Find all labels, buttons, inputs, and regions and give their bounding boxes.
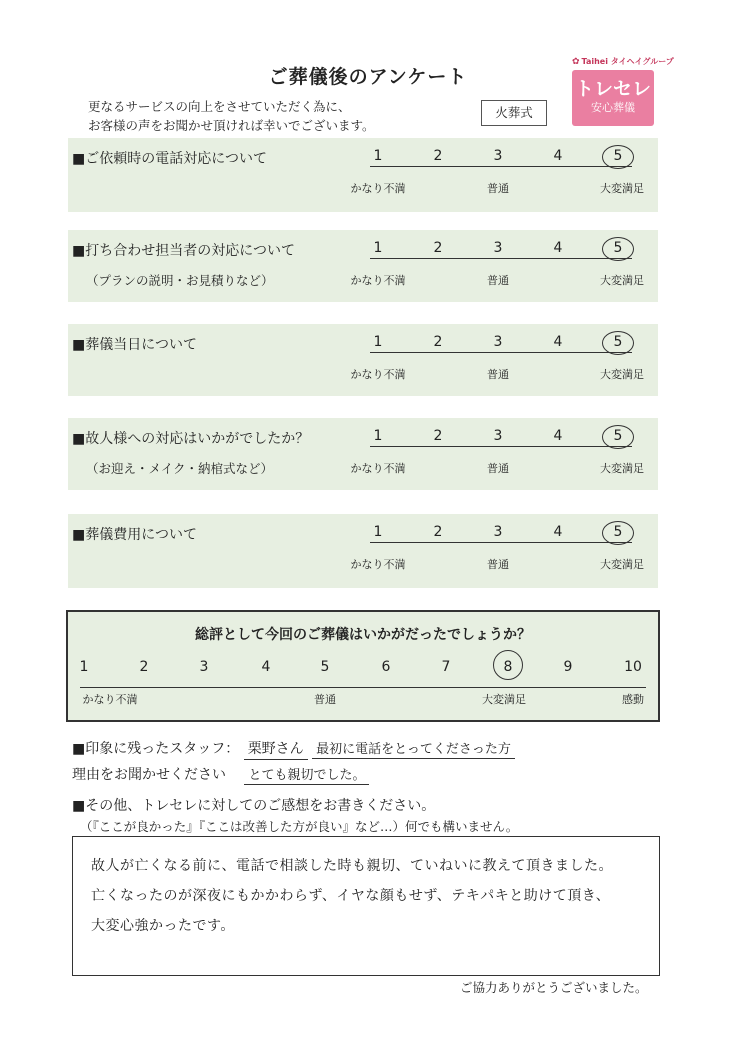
comment-box[interactable] (72, 836, 660, 976)
rating-2[interactable]: 2 (433, 428, 443, 444)
scale-mid-label: 普通 (487, 182, 509, 195)
reason-label: 理由をお聞かせください (72, 767, 226, 783)
selected-rating-circle (602, 425, 634, 449)
scale-high-label: 大変満足 (600, 558, 644, 571)
scale-mid-label: 普通 (487, 274, 509, 287)
rating-4[interactable]: 4 (553, 334, 563, 350)
rating-2[interactable]: 2 (433, 334, 443, 350)
rating-5[interactable]: 5 (613, 334, 623, 350)
thanks-text: ご協力ありがとうございました。 (460, 980, 648, 995)
overall-rating-1[interactable]: 1 (79, 659, 89, 675)
overall-question: 総評として今回のご葬儀はいかがだったでしょうか？ (195, 627, 531, 643)
intro-line-1: 更なるサービスの向上をさせていただく為に、 (88, 99, 351, 114)
scale-line (370, 352, 632, 353)
rating-1[interactable]: 1 (373, 524, 383, 540)
question-sublabel: （プランの説明・お見積りなど） (86, 273, 274, 288)
question-panel-3 (68, 324, 658, 396)
comment-line-1: 故人が亡くなる前に、電話で相談した時も親切、ていねいに教えて頂きました。 (91, 858, 613, 874)
rating-1[interactable]: 1 (373, 148, 383, 164)
scale-line (370, 542, 632, 543)
rating-3[interactable]: 3 (493, 334, 503, 350)
overall-max-label: 感動 (622, 693, 644, 706)
rating-3[interactable]: 3 (493, 428, 503, 444)
rating-4[interactable]: 4 (553, 428, 563, 444)
rating-1[interactable]: 1 (373, 334, 383, 350)
rating-2[interactable]: 2 (433, 524, 443, 540)
brand-badge (572, 70, 654, 126)
overall-rating-9[interactable]: 9 (563, 659, 573, 675)
scale-low-label: かなり不満 (350, 182, 406, 195)
comment-line-3: 大変心強かったです。 (91, 918, 235, 934)
question-label: ■ご依頼時の電話対応について (72, 151, 267, 167)
question-panel-4 (68, 418, 658, 490)
overall-rating-6[interactable]: 6 (381, 659, 391, 675)
page-title: ご葬儀後のアンケート (268, 66, 468, 88)
overall-mid-label: 普通 (314, 693, 336, 706)
question-panel-5 (68, 514, 658, 588)
other-heading: ■その他、トレセレに対してのご感想をお書きください。 (72, 798, 436, 814)
scale-mid-label: 普通 (487, 462, 509, 475)
scale-low-label: かなり不満 (350, 462, 406, 475)
scale-low-label: かなり不満 (350, 558, 406, 571)
rating-4[interactable]: 4 (553, 524, 563, 540)
brand-name: トレセレ (574, 78, 651, 100)
overall-rating-5[interactable]: 5 (320, 659, 330, 675)
rating-3[interactable]: 3 (493, 240, 503, 256)
selected-rating-circle (602, 331, 634, 355)
rating-4[interactable]: 4 (553, 148, 563, 164)
overall-rating-10[interactable]: 10 (624, 659, 642, 675)
question-panel-1 (68, 138, 658, 212)
group-logo (572, 56, 674, 67)
question-label: ■打ち合わせ担当者の対応について (72, 243, 295, 259)
rating-3[interactable]: 3 (493, 148, 503, 164)
rating-5[interactable]: 5 (613, 148, 623, 164)
brand-subtitle: 安心葬儀 (591, 101, 635, 114)
staff-name-field[interactable]: 栗野さん (244, 738, 308, 760)
comment-line-2: 亡くなったのが深夜にもかかわらず、イヤな顔もせず、テキパキと助けて頂き、 (91, 888, 611, 904)
overall-rating-8[interactable]: 8 (503, 659, 513, 675)
overall-rating-4[interactable]: 4 (261, 659, 271, 675)
question-label: ■故人様への対応はいかがでしたか？ (72, 431, 310, 447)
rating-5[interactable]: 5 (613, 524, 623, 540)
scale-high-label: 大変満足 (600, 274, 644, 287)
reason-field[interactable]: とても親切でした。 (244, 764, 369, 785)
scale-high-label: 大変満足 (600, 182, 644, 195)
scale-line (370, 166, 632, 167)
reason-row (72, 764, 369, 785)
scale-mid-label: 普通 (487, 368, 509, 381)
scale-low-label: かなり不満 (350, 368, 406, 381)
scale-low-label: かなり不満 (350, 274, 406, 287)
group-name: Taihei タイヘイグループ (581, 57, 674, 66)
scale-high-label: 大変満足 (600, 462, 644, 475)
selected-rating-circle (602, 145, 634, 169)
overall-rating-3[interactable]: 3 (199, 659, 209, 675)
intro-line-2: お客様の声をお聞かせ頂ければ幸いでございます。 (88, 118, 375, 133)
scale-high-label: 大変満足 (600, 368, 644, 381)
rating-1[interactable]: 1 (373, 428, 383, 444)
rating-4[interactable]: 4 (553, 240, 563, 256)
rating-5[interactable]: 5 (613, 240, 623, 256)
rating-1[interactable]: 1 (373, 240, 383, 256)
overall-high-label: 大変満足 (482, 693, 526, 706)
rating-5[interactable]: 5 (613, 428, 623, 444)
overall-low-label: かなり不満 (82, 693, 138, 706)
overall-selected-circle (493, 650, 523, 680)
scale-mid-label: 普通 (487, 558, 509, 571)
staff-label: ■印象に残ったスタッフ： (72, 741, 240, 757)
scale-line (370, 446, 632, 447)
overall-rating-panel (66, 610, 660, 722)
taihei-mark-icon: ✿ (572, 56, 580, 67)
selected-rating-circle (602, 521, 634, 545)
overall-rating-7[interactable]: 7 (441, 659, 451, 675)
question-label: ■葬儀当日について (72, 337, 197, 353)
question-panel-2 (68, 230, 658, 302)
rating-2[interactable]: 2 (433, 148, 443, 164)
other-subtext: （『ここが良かった』『ここは改善した方が良い』など…）何でも構いません。 (80, 819, 519, 834)
question-sublabel: （お迎え・メイク・納棺式など） (86, 461, 274, 476)
overall-rating-2[interactable]: 2 (139, 659, 149, 675)
selected-rating-circle (602, 237, 634, 261)
ceremony-type-box: 火葬式 (481, 100, 547, 126)
question-label: ■葬儀費用について (72, 527, 197, 543)
intro-text (88, 97, 375, 135)
brand-logo (572, 56, 674, 126)
scale-line (370, 258, 632, 259)
rating-3[interactable]: 3 (493, 524, 503, 540)
rating-2[interactable]: 2 (433, 240, 443, 256)
overall-scale-line (80, 687, 646, 688)
staff-note-field[interactable]: 最初に電話をとってくださった方 (312, 738, 515, 759)
staff-row (72, 738, 515, 760)
